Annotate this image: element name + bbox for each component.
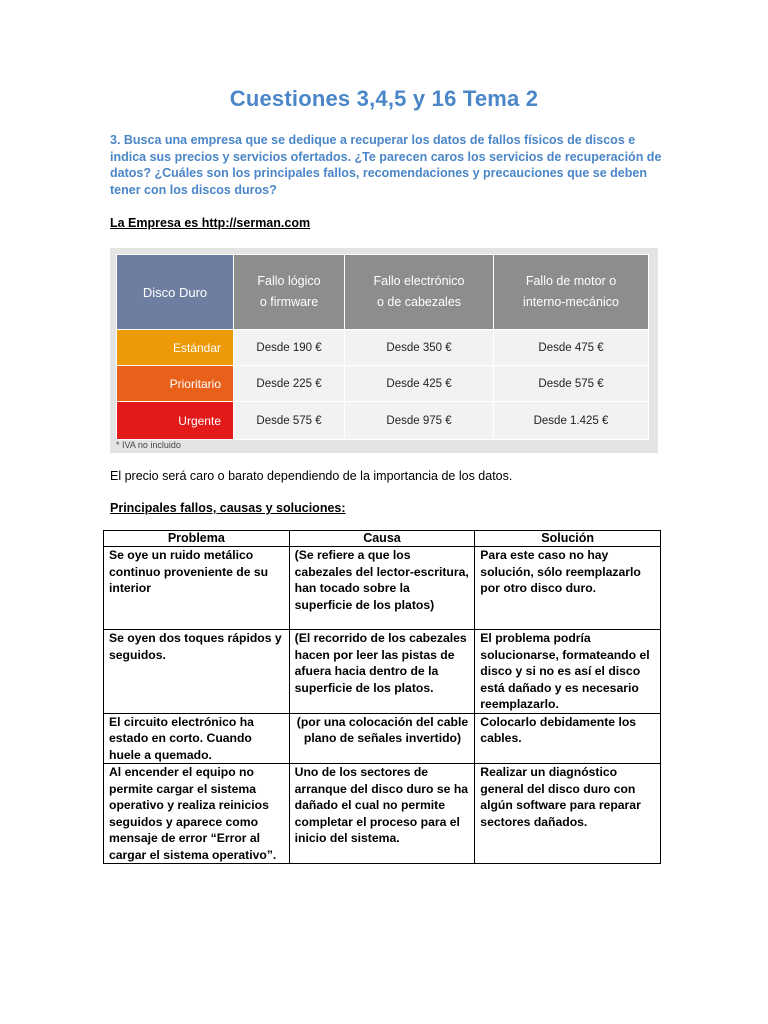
price-header-line: interno-mecánico bbox=[523, 295, 619, 309]
header-problem: Problema bbox=[104, 531, 290, 547]
price-header-line: Fallo lógico bbox=[257, 274, 321, 288]
price-header-logic bbox=[234, 255, 345, 330]
price-cell: Desde 225 € bbox=[234, 366, 345, 402]
price-cell: Desde 575 € bbox=[494, 366, 649, 402]
price-header-line: o firmware bbox=[259, 295, 319, 309]
cause-cell: (El recorrido de los cabezales hacen por leer las pistas de afuera hacia dentro de la superficie de los platos. bbox=[289, 630, 475, 714]
faults-table bbox=[103, 530, 661, 864]
solution-cell: Colocarlo debidamente los cables. bbox=[475, 713, 661, 764]
price-table-corner: Disco Duro bbox=[117, 255, 234, 330]
price-cell: Desde 425 € bbox=[345, 366, 494, 402]
price-header-line: o de cabezales bbox=[376, 295, 462, 309]
question-text: 3. Busca una empresa que se dedique a recuperar los datos de fallos físicos de discos e indica sus precios y servicios ofertados. ¿Te parecen caros los servicios de recuperación de datos? ¿Cuáles son los principales fallos, recomendaciones y precauciones que se deben tener con los discos duros? bbox=[110, 133, 662, 197]
price-row-label: Prioritario bbox=[117, 366, 234, 402]
price-cell: Desde 475 € bbox=[494, 330, 649, 366]
problem-cell: Se oyen dos toques rápidos y seguidos. bbox=[104, 630, 290, 714]
header-cause: Causa bbox=[289, 531, 475, 547]
problem-cell: Se oye un ruido metálico continuo proveniente de su interior bbox=[104, 547, 290, 630]
table-row bbox=[104, 713, 661, 764]
price-cell: Desde 1.425 € bbox=[494, 402, 649, 440]
cause-cell: Uno de los sectores de arranque del disco duro se ha dañado el cual no permite completar el proceso para el inicio del sistema. bbox=[289, 764, 475, 864]
price-row-priority bbox=[117, 366, 649, 402]
price-header-mechanical bbox=[494, 255, 649, 330]
price-header-electronic bbox=[345, 255, 494, 330]
price-row-standard bbox=[117, 330, 649, 366]
table-row bbox=[104, 547, 661, 630]
price-table-image bbox=[110, 248, 658, 453]
price-row-urgent bbox=[117, 402, 649, 440]
company-link[interactable]: La Empresa es http://serman.com bbox=[110, 216, 311, 230]
price-header-line: Fallo de motor o bbox=[525, 274, 617, 288]
page-title: Cuestiones 3,4,5 y 16 Tema 2 bbox=[229, 86, 539, 111]
price-cell: Desde 190 € bbox=[234, 330, 345, 366]
price-row-label: Urgente bbox=[117, 402, 234, 440]
faults-header-row bbox=[104, 531, 661, 547]
price-row-label: Estándar bbox=[117, 330, 234, 366]
problem-cell: El circuito electrónico ha estado en corto. Cuando huele a quemado. bbox=[104, 713, 290, 764]
cause-cell: (por una colocación del cable plano de señales invertido) bbox=[289, 713, 475, 764]
price-note: * IVA no incluido bbox=[116, 440, 181, 450]
price-sentence: El precio será caro o barato dependiendo de la importancia de los datos. bbox=[110, 469, 513, 483]
price-header-line: Fallo electrónico bbox=[373, 274, 465, 288]
solution-cell: Realizar un diagnóstico general del disco duro con algún software para reparar sectores dañados. bbox=[475, 764, 661, 864]
table-row bbox=[104, 630, 661, 714]
price-table bbox=[116, 254, 649, 440]
price-cell: Desde 975 € bbox=[345, 402, 494, 440]
solution-cell: El problema podría solucionarse, formateando el disco y si no es así el disco está dañado y es necesario reemplazarlo. bbox=[475, 630, 661, 714]
problem-cell: Al encender el equipo no permite cargar el sistema operativo y realiza reinicios seguidos y aparece como mensaje de error “Error al cargar el sistema operativo”. bbox=[104, 764, 290, 864]
faults-title: Principales fallos, causas y soluciones: bbox=[110, 501, 346, 515]
header-solution: Solución bbox=[475, 531, 661, 547]
table-row bbox=[104, 764, 661, 864]
price-cell: Desde 575 € bbox=[234, 402, 345, 440]
solution-cell: Para este caso no hay solución, sólo reemplazarlo por otro disco duro. bbox=[475, 547, 661, 630]
price-cell: Desde 350 € bbox=[345, 330, 494, 366]
cause-cell: (Se refiere a que los cabezales del lector-escritura, han tocado sobre la superficie de los platos) bbox=[289, 547, 475, 630]
